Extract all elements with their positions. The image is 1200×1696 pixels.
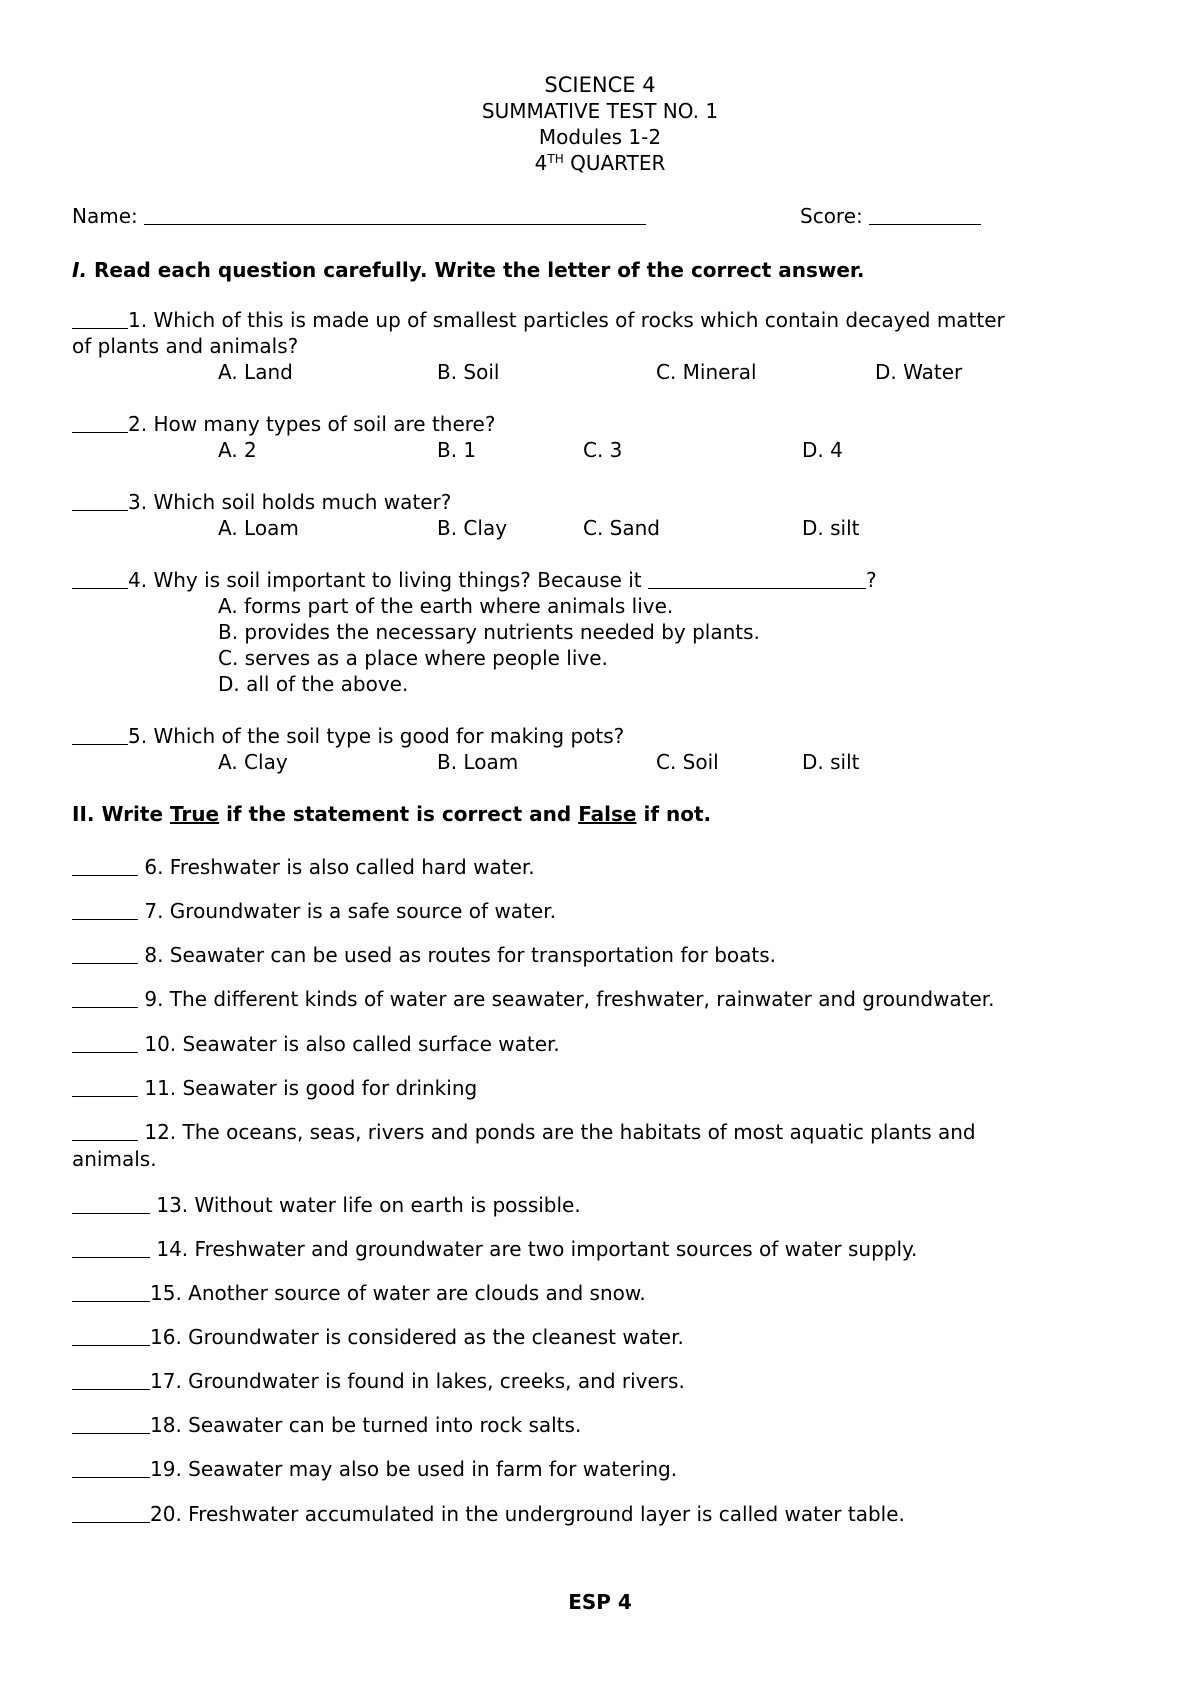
score-blank[interactable] [869,204,981,225]
question-2-text: 2. How many types of soil are there? [128,412,496,436]
part2-numeral: II. [72,802,95,826]
question-5 [72,723,624,749]
q1-option-b: B. Soil [437,360,500,384]
answer-blank-1[interactable] [72,308,128,329]
tf-blank-13[interactable] [72,1193,150,1214]
name-label: Name: [72,204,138,228]
tf-blank-8[interactable] [72,943,138,964]
test-quarter [0,151,1200,175]
part2-instruction [72,801,711,827]
q2-option-a: A. 2 [218,438,257,462]
answer-blank-4[interactable] [72,568,128,589]
true-word: True [169,802,220,826]
q4-option-a: A. forms part of the earth where animals live. [218,594,674,618]
statement-10 [72,1031,560,1057]
q2-option-d: D. 4 [802,438,843,462]
statement-11-text: 11. Seawater is good for drinking [144,1076,478,1100]
score-label: Score: [800,204,863,228]
statement-8 [72,942,776,968]
statement-20-text: 20. Freshwater accumulated in the underground layer is called water table. [150,1502,905,1526]
question-4-text: 4. Why is soil important to living things? Because it [128,568,642,592]
part2-post: if not. [643,802,712,826]
tf-blank-11[interactable] [72,1076,138,1097]
tf-blank-16[interactable] [72,1325,150,1346]
statement-12 [72,1119,976,1145]
question-4 [72,567,877,593]
question-1-line1: 1. Which of this is made up of smallest particles of rocks which contain decayed matter [128,308,1005,332]
q4-option-d: D. all of the above. [218,672,409,696]
part2-mid: if the statement is correct and [226,802,572,826]
q3-option-c: C. Sand [583,516,661,540]
question-3 [72,489,451,515]
score-field [800,203,981,229]
question-4-end: ? [866,568,877,592]
quarter-superscript: TH [547,152,564,166]
name-field [72,203,646,229]
question-4-fill-blank[interactable] [648,568,866,589]
statement-17-text: 17. Groundwater is found in lakes, creeks, and rivers. [150,1369,685,1393]
tf-blank-6[interactable] [72,855,138,876]
q2-option-c: C. 3 [583,438,623,462]
statement-16 [72,1324,684,1350]
statement-14-text: 14. Freshwater and groundwater are two important sources of water supply. [156,1237,918,1261]
q1-option-a: A. Land [218,360,293,384]
statement-9-text: 9. The different kinds of water are seawater, freshwater, rainwater and groundwater. [144,987,995,1011]
statement-15-text: 15. Another source of water are clouds and snow. [150,1281,646,1305]
statement-16-text: 16. Groundwater is considered as the cleanest water. [150,1325,684,1349]
statement-6 [72,854,535,880]
tf-blank-20[interactable] [72,1502,150,1523]
statement-6-text: 6. Freshwater is also called hard water. [144,855,535,879]
part2-pre: Write [101,802,164,826]
q5-option-b: B. Loam [437,750,519,774]
quarter-word: QUARTER [570,151,666,175]
tf-blank-14[interactable] [72,1237,150,1258]
part1-instruction [72,257,865,283]
tf-blank-17[interactable] [72,1369,150,1390]
q1-option-c: C. Mineral [656,360,757,384]
answer-blank-5[interactable] [72,724,128,745]
q3-option-a: A. Loam [218,516,299,540]
tf-blank-12[interactable] [72,1120,138,1141]
tf-blank-10[interactable] [72,1032,138,1053]
tf-blank-15[interactable] [72,1281,150,1302]
quarter-number: 4 [534,151,548,175]
statement-13 [72,1192,581,1218]
q5-option-a: A. Clay [218,750,288,774]
q1-option-d: D. Water [875,360,963,384]
statement-18-text: 18. Seawater can be turned into rock salts. [150,1413,582,1437]
tf-blank-18[interactable] [72,1413,150,1434]
q3-option-b: B. Clay [437,516,508,540]
statement-7 [72,898,556,924]
statement-8-text: 8. Seawater can be used as routes for transportation for boats. [144,943,776,967]
statement-17 [72,1368,685,1394]
q5-option-d: D. silt [802,750,860,774]
statement-20 [72,1501,905,1527]
statement-12-text: 12. The oceans, seas, rivers and ponds are the habitats of most aquatic plants and [144,1120,976,1144]
statement-18 [72,1412,581,1438]
question-2 [72,411,495,437]
part1-instruction-text: Read each question carefully. Write the letter of the correct answer. [94,258,865,282]
tf-blank-9[interactable] [72,987,138,1008]
q5-option-c: C. Soil [656,750,719,774]
footer-next-subject: ESP 4 [568,1590,632,1614]
question-1 [72,307,1005,333]
q4-option-b: B. provides the necessary nutrients needed by plants. [218,620,760,644]
statement-19 [72,1456,677,1482]
statement-10-text: 10. Seawater is also called surface water. [144,1032,560,1056]
statement-15 [72,1280,646,1306]
question-5-text: 5. Which of the soil type is good for making pots? [128,724,625,748]
q3-option-d: D. silt [802,516,860,540]
part1-numeral: I. [72,258,88,282]
question-3-text: 3. Which soil holds much water? [128,490,452,514]
question-1-line2: of plants and animals? [72,334,299,358]
statement-13-text: 13. Without water life on earth is possible. [156,1193,581,1217]
q4-option-c: C. serves as a place where people live. [218,646,608,670]
statement-12-cont: animals. [72,1147,157,1171]
answer-blank-2[interactable] [72,412,128,433]
test-subtitle: SUMMATIVE TEST NO. 1 [481,99,719,123]
statement-14 [72,1236,917,1262]
false-word: False [578,802,637,826]
answer-blank-3[interactable] [72,490,128,511]
name-blank[interactable] [144,204,646,225]
test-modules: Modules 1-2 [538,125,662,149]
test-title: SCIENCE 4 [544,73,656,97]
q2-option-b: B. 1 [437,438,477,462]
statement-19-text: 19. Seawater may also be used in farm for watering. [150,1457,678,1481]
statement-9 [72,986,995,1012]
statement-7-text: 7. Groundwater is a safe source of water. [144,899,556,923]
statement-11 [72,1075,477,1101]
tf-blank-7[interactable] [72,899,138,920]
tf-blank-19[interactable] [72,1457,150,1478]
